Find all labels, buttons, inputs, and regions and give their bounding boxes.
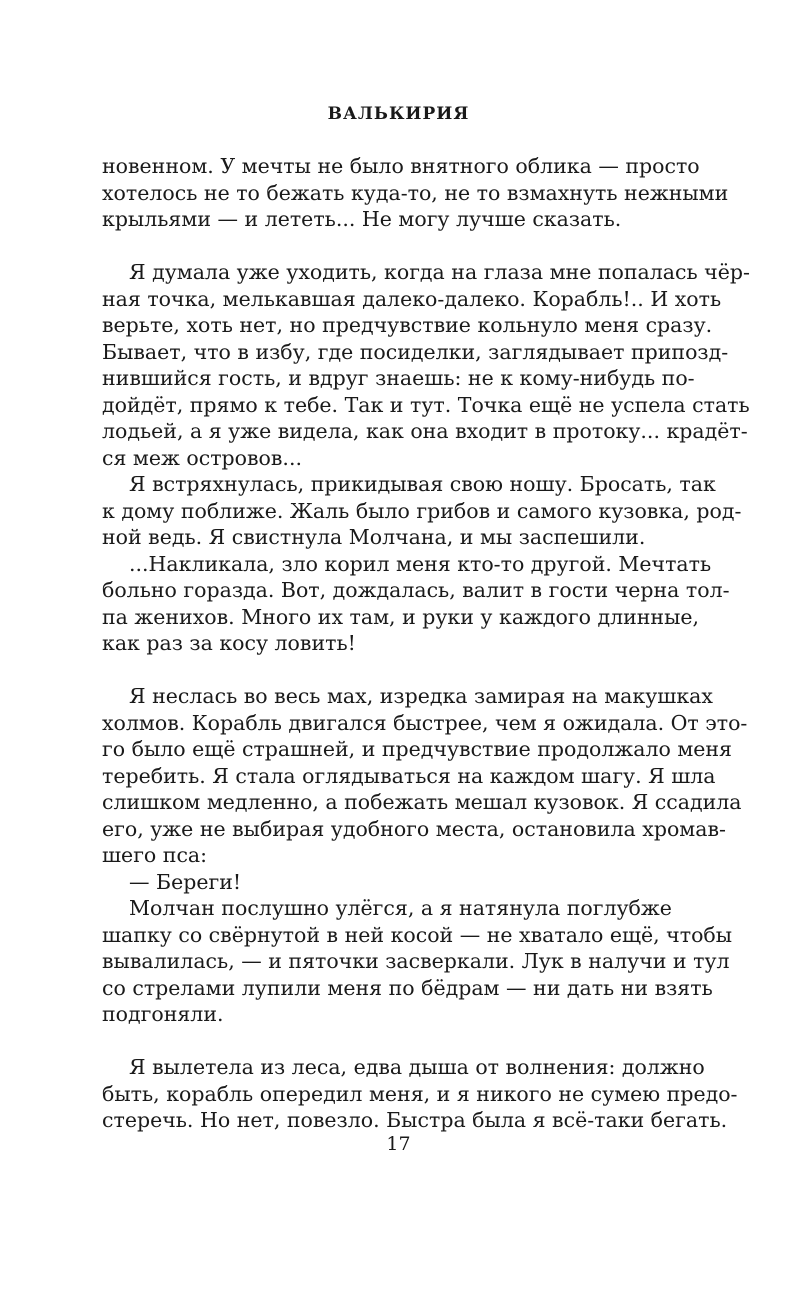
text-line: быть, корабль опередил меня, и я никого не сумею предо- [102, 1081, 738, 1106]
section-break [102, 233, 665, 260]
text-line: подгоняли. [102, 1002, 224, 1026]
text-line: стеречь. Но нет, повезло. Быстра была я всё-таки бегать. [102, 1108, 728, 1132]
paragraph [102, 551, 730, 657]
text-line: Бывает, что в избу, где посиделки, заглядывает припозд- [102, 339, 729, 364]
paragraph [102, 153, 729, 233]
text-line: теребить. Я стала оглядываться на каждом шагу. Я шла [102, 763, 716, 788]
text-line: больно горазда. Вот, дождалась, валит в гости черна тол- [102, 578, 730, 602]
paragraph [102, 683, 748, 869]
text-line: шего пса: [102, 843, 208, 867]
text-line: Молчан послушно улёгся, а я натянула поглубже [129, 896, 672, 920]
text-line: ная точка, мелькавшая далеко-далеко. Корабль!.. И хоть [102, 286, 722, 311]
text-line: го было ещё страшней, и предчувствие продолжало меня [102, 737, 732, 761]
text-line: слишком медленно, а побежать мешал кузовок. Я ссадила [102, 790, 742, 814]
text-line: шапку со свёрнутой в ней косой — не хватало ещё, чтобы [102, 922, 733, 947]
text-line: лодьей, а я уже видела, как она входит в протоку... крадёт- [102, 419, 748, 443]
text-line: холмов. Корабль двигался быстрее, чем я ожидала. От это- [102, 710, 748, 735]
paragraph-dialogue [102, 869, 665, 896]
text-line: его, уже не выбирая удобного места, остановила хромав- [102, 816, 726, 841]
text-line: к дому поближе. Жаль было грибов и самого кузовка, род- [102, 498, 742, 523]
text-line: нившийся гость, и вдруг знаешь: не к кому-нибудь по- [102, 366, 695, 390]
text-line: дойдёт, прямо к тебе. Так и тут. Точка ещё не успела стать [102, 392, 750, 417]
text-line: Я вылетела из леса, едва дыша от волнения: должно [129, 1055, 705, 1079]
text-line: — Береги! [129, 869, 242, 894]
text-line: Я думала уже уходить, когда на глаза мне попалась чёр- [129, 260, 750, 284]
text-line: Я неслась во весь мах, изредка замирая на макушках [129, 684, 713, 708]
text-line: па женихов. Много их там, и руки у каждого длинные, [102, 604, 700, 629]
text-line: как раз за косу ловить! [102, 631, 356, 655]
paragraph [102, 471, 742, 551]
text-line: верьте, хоть нет, но предчувствие кольнуло меня сразу. [102, 313, 713, 337]
page-number: 17 [386, 1133, 411, 1155]
text-line: ной ведь. Я свистнула Молчана, и мы заспешили. [102, 525, 646, 549]
text-line: со стрелами лупили меня по бёдрам — ни дать ни взять [102, 975, 713, 1000]
paragraph [102, 895, 733, 1028]
text-line: крыльями — и лететь... Не могу лучше сказать. [102, 207, 622, 231]
text-line: ся меж островов... [102, 445, 302, 470]
body-text [102, 153, 750, 1134]
text-line: Я встряхнулась, прикидывая свою ношу. Бросать, так [129, 472, 716, 496]
paragraph [102, 1054, 738, 1134]
text-line: вывалилась, — и пяточки засверкали. Лук в налучи и тул [102, 949, 730, 973]
running-head: ВАЛЬКИРИЯ [327, 104, 470, 124]
section-break [102, 657, 665, 684]
text-line: хотелось не то бежать куда-то, не то взмахнуть нежными [102, 180, 729, 205]
section-break [102, 1028, 665, 1055]
text-line: ...Накликала, зло корил меня кто-то другой. Мечтать [129, 551, 712, 576]
paragraph [102, 259, 750, 471]
text-line: новенном. У мечты не было внятного облика — просто [102, 154, 700, 178]
